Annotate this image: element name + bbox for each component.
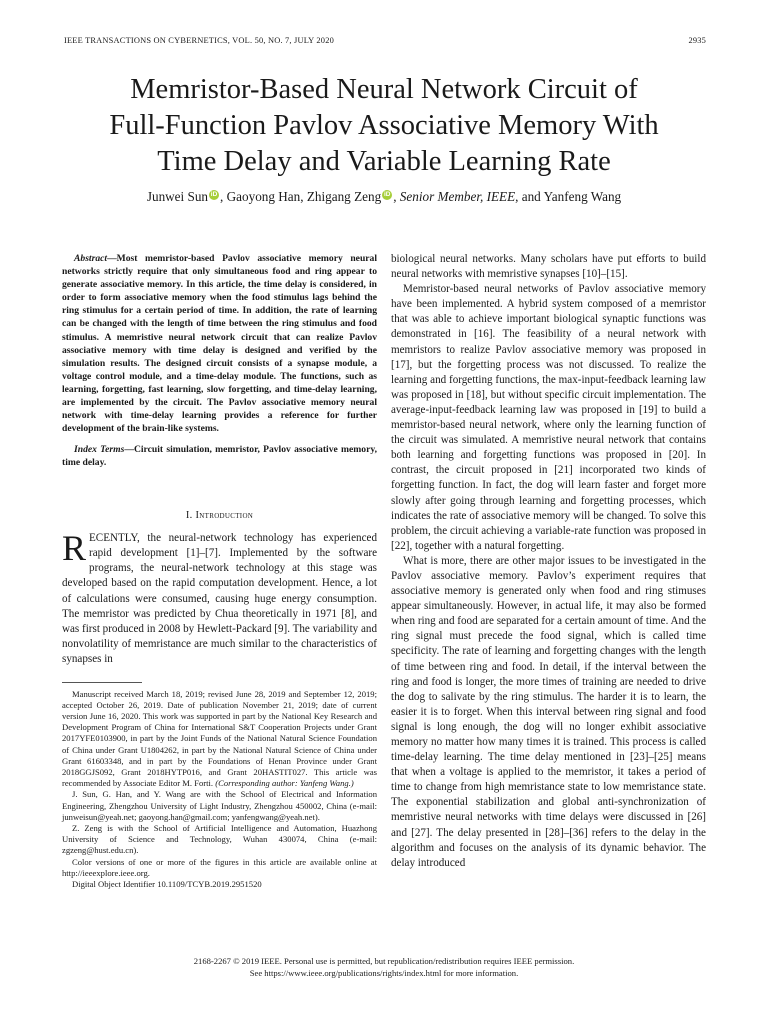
index-terms-text: —Circuit simulation, memristor, Pavlov associative memory, time delay. [62,444,377,469]
title-line: Memristor-Based Neural Network Circuit of [130,74,638,105]
intro-lead: ECENTLY [89,531,138,544]
abstract [62,252,377,435]
copyright-footer [40,955,728,979]
author-separator: , [393,189,400,204]
footnote-received [62,689,377,790]
footnote-received-text: Manuscript received March 18, 2019; revised June 28, 2019 and September 12, 2019; accepted October 26, 2019. Date of publication November 21, 2019; date of current version June 16, 2020. This work was supported in part by the National Key Research and Development Program of China for International S&T Cooperation Projects under Grant 2017YFE0103900, in part by the Joint Funds of the National Natural Science Foundation of China under Grant U1804262, in part by the National Natural Science of China under Grant 61603348, and in part by the Foundations of Henan Province under Grant 2018GGJS092, Grant 2018HYTP016, and Grant 20HASTIT027. This article was recommended by Associate Editor M. Forti. [62,688,377,789]
author-name: Junwei Sun [146,189,209,204]
abstract-text: —Most memristor-based Pavlov associative memory neural networks strictly require that only simultaneous food and ring appear to generate associative memory. In this article, the time delay is considered, in order to form associative memory when the food stimulus lags behind the ring stimulus for a certain period of time. In addition, the rate of learning can be changed with the length of time between the ring stimulus and food stimulus. A memristive neural network circuit that can realize Pavlov associative memory with time delay is designed and verified by the simulation results. The designed circuit consists of a synapse module, a voltage control module, and a time-delay module. The functions, such as learning, forgetting, fast learning, slow forgetting, and time-delay learning, are implemented by the circuit. The Pavlov associative memory neural network with time-delay learning provides a reference for further development of the brain-like systems. [62,253,377,435]
body-paragraph: biological neural networks. Many scholars have put efforts to build neural networks with memristive synapses [10]–[15]. [391,253,706,281]
footnote-color: Color versions of one or more of the figures in this article are available online at http://ieeexplore.ieee.org. [62,856,377,878]
left-column [62,252,377,890]
intro-text: , the neural-network technology has experienced rapid development [1]–[7]. Implemented by the software programs, the neural-network technology at this stage was developed based on the rapid computation development. Hence, a lot of calculations were consumed, causing huge energy consumption. The memristor was predicted by Chua theoretically in 1971 [8], and was first produced in 2008 by Hewlett-Packard [9]. The variability and nonvolatility of memristance are much similar to the characteristics of synapses in [62,531,377,666]
running-header: IEEE TRANSACTIONS ON CYBERNETICS, VOL. 50, NO. 7, JULY 2020 [64,36,334,45]
rights-link-line: See https://www.ieee.org/publications/rights/index.html for more information. [249,968,519,978]
orcid-icon[interactable]: iD [383,190,391,198]
footnote-divider [62,682,142,683]
section-title: Introduction [195,509,254,521]
paper-title [40,72,728,180]
section-heading [62,508,377,523]
section-number: I. [185,509,196,521]
page-number: 2935 [688,36,706,45]
intro-paragraph [62,527,377,668]
drop-cap: R [62,527,87,568]
body-paragraph: What is more, there are other major issues to be investigated in the Pavlov associative memory. Pavlov’s experiment requires that associative memory is generated only when food and ring stimuses appear simultaneously. However, in actual life, it may also be formed when ring and food are separated for a certain amount of time. And the ring signal must precede the food signal, which is called time specificity. The rate of learning and forgetting changes with the length of time between ring and food. In detail, if the interval between the ring and food is longer, the more times of training are needed to drive the dog to salivate by the ring stimulus. The harder it is to learn, the easier it is to forget. When this interval between ring signal and food signal is long enough, the dog will no longer exhibit associative memory no matter how many times it is trained. This process is called time-delay learning. The time delay mentioned in [23]–[25] means that when a voltage is applied to the memristor, it takes a period of time to change from high memristance state to low memristance state. The exponential stabilization and global anti-synchronization of memristive neural networks with time delays were discussed in [26] and [27]. The delay presented in [28]–[36] refers to the delay in the algorithm and focuses on the analysis of its dynamic behavior. The delay introduced [391,554,706,869]
copyright-line: 2168-2267 © 2019 IEEE. Personal use is permitted, but republication/redistribution requires IEEE permission. [193,956,575,966]
title-line: Time Delay and Variable Learning Rate [157,146,611,177]
index-terms [62,443,377,469]
footnote-doi: Digital Object Identifier 10.1109/TCYB.2019.2951520 [72,879,262,890]
corresponding-author: (Corresponding author: Yanfeng Wang.) [215,778,354,789]
orcid-icon[interactable]: iD [210,190,218,198]
right-column [391,252,706,871]
index-terms-label: Index Terms [74,444,125,456]
title-line: Full-Function Pavlov Associative Memory With [109,110,659,141]
abstract-label: Abstract [74,253,108,264]
footnote-affiliation: Z. Zeng is with the School of Artificial Intelligence and Automation, Huazhong University of Science and Technology, Wuhan 430074, China (e-mail: zgzeng@hust.edu.cn). [62,823,377,856]
author-list [40,188,728,206]
footnote-affiliation: J. Sun, G. Han, and Y. Wang are with the School of Electrical and Information Engineering, Zhengzhou University of Light Industry, Zhengzhou 450002, China (e-mail: junweisun@yeah.net; gaoyong.han@gmail.com; yanfengwang@yeah.net). [62,789,377,822]
body-paragraph: Memristor-based neural networks of Pavlov associative memory have been implemented. A hybrid system composed of a memristor that was able to achieve important biological synaptic functions was demonstrated in [16]. The feasibility of a neural network with memristors to realize Pavlov associative memory was proposed in [17], but the forgetting process was not discussed. To realize the learning and forgetting functions, the max-input-feedback learning law was proposed in [18], but without specific circuit implementation. The average-input-feedback learning law was proposed in [19] to build a memristor-based neural network, where only the learning function of the circuit was simulated. A memristive neural network that contains both learning and forgetting functions was proposed in [20]. In contrast, the circuit proposed in [21] incorporated two kinds of forgetting function. In fact, the dog will learn faster and forget more slowly after going through learning and forgetting processes, which indicates the rate of associative memory will be changed. To solve this problem, the circuit achieving a variable-rate function was proposed in [22], together with a natural forgetting. [391,283,706,552]
author-membership: Senior Member, IEEE [399,189,516,204]
author-names: , Gaoyong Han, Zhigang Zeng [220,189,382,204]
author-names: , and Yanfeng Wang [515,189,622,204]
